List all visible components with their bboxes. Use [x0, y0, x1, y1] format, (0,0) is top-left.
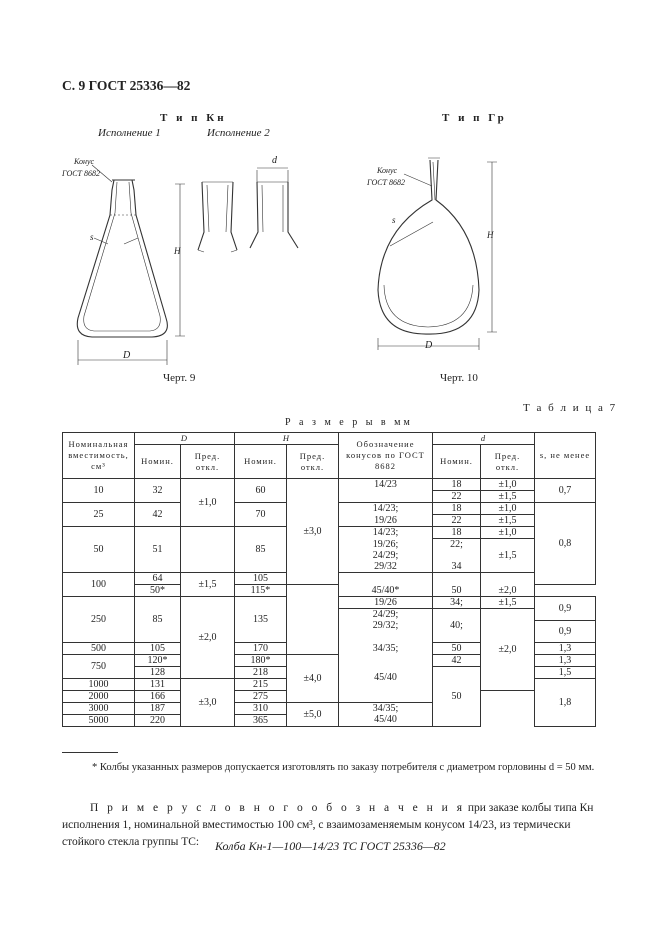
cell-cone: 14/23 — [339, 479, 433, 503]
cell-H: 180* — [235, 654, 287, 666]
cell-d-dev: ±1,0 — [481, 527, 535, 539]
cell-d: 42 — [433, 654, 481, 666]
dimensions-table — [62, 432, 596, 727]
cell-capacity: 250 — [63, 597, 135, 643]
cell-s: 1,3 — [535, 642, 596, 654]
cell-d: 18 — [433, 479, 481, 491]
header-H-dev: Пред. откл. — [287, 445, 339, 479]
cell-D: 220 — [135, 714, 181, 726]
table-row — [63, 597, 596, 609]
table-row — [63, 702, 596, 714]
cell-d: 34; — [433, 597, 481, 609]
cell-cone: 14/23; — [339, 503, 433, 515]
cell-cone: 19/26 — [339, 515, 433, 527]
header-D: D — [135, 433, 235, 445]
cell-d: 50 — [433, 642, 481, 654]
header-s: s, не менее — [535, 433, 596, 479]
dim-h-label-2: H — [487, 230, 494, 240]
header-row-1 — [63, 433, 596, 445]
cell-D: 105 — [135, 642, 181, 654]
cell-D: 187 — [135, 702, 181, 714]
cell-D: 64 — [135, 573, 181, 585]
cell-d-dev: ±2,0 — [481, 609, 535, 691]
cell-H-dev: ±4,0 — [287, 654, 339, 702]
cell-d-dev: ±2,0 — [481, 573, 535, 597]
header-capacity: Номинальная вместимость, см³ — [63, 433, 135, 479]
cell-cone: 34/35; — [339, 642, 433, 654]
cell-cone: 45/40 — [339, 714, 433, 726]
cell-H-dev: ±3,0 — [287, 479, 339, 585]
cell-H: 105 — [235, 573, 287, 585]
cell-cone: 19/26; — [339, 539, 433, 551]
cell-capacity: 10 — [63, 479, 135, 503]
cell-capacity: 25 — [63, 503, 135, 527]
example-lead: П р и м е р у с л о в н о г о о б о з н а ч е н и я — [90, 802, 465, 814]
dim-D-label-1: D — [123, 350, 131, 361]
cell-cone-blank — [339, 631, 433, 642]
cell-cone: 19/26 — [339, 597, 433, 609]
cell-capacity: 2000 — [63, 690, 135, 702]
cell-d-dev: ±1,5 — [481, 539, 535, 573]
cell-d-dev: ±1,0 — [481, 503, 535, 515]
example-text: при заказе колбы типа Кн исполнения 1, номинальной вместимостью 100 см³, с взаимозаменяемым конусом 14/23, из термически стойкого стекла группы ТС: — [62, 802, 594, 848]
dim-s-label-1: s — [90, 232, 94, 242]
cell-capacity: 3000 — [63, 702, 135, 714]
cell-capacity: 750 — [63, 654, 135, 678]
cell-H: 310 — [235, 702, 287, 714]
caption-fig9: Черт. 9 — [163, 372, 196, 384]
cell-D: 128 — [135, 666, 181, 678]
type-gr-title: Т и п Гр — [442, 112, 507, 124]
header-H: H — [235, 433, 339, 445]
example-formula: Колба Кн-1—100—14/23 ТС ГОСТ 25336—82 — [215, 839, 446, 853]
header-row-2 — [63, 445, 596, 479]
cell-d: 22 — [433, 491, 481, 503]
type-kn-title: Т и п Кн — [160, 112, 227, 124]
cell-capacity: 500 — [63, 642, 135, 654]
cell-capacity: 100 — [63, 573, 135, 597]
cell-H: 115* — [235, 585, 287, 597]
cell-H: 218 — [235, 666, 287, 678]
table-row — [63, 479, 596, 491]
dim-d-label: d — [272, 155, 277, 166]
cell-d: 40; — [433, 609, 481, 643]
cell-D-dev: ±3,0 — [181, 678, 235, 726]
cell-capacity: 5000 — [63, 714, 135, 726]
table-subtitle: Р а з м е р ы в мм — [285, 417, 413, 428]
cell-d-dev: ±1,0 — [481, 479, 535, 491]
cell-d-dev: ±1,5 — [481, 515, 535, 527]
cell-d: 34 — [433, 561, 481, 573]
gost-label-1: ГОСТ 8682 — [62, 169, 101, 178]
cell-H: 85 — [235, 527, 287, 573]
cell-s: 0,8 — [535, 503, 596, 585]
cell-d: 18 — [433, 503, 481, 515]
dim-s-label-2: s — [392, 215, 396, 225]
cell-D: 131 — [135, 678, 181, 690]
cell-cone: 14/23; — [339, 527, 433, 539]
cell-cone: 45/40* — [339, 573, 433, 597]
neck-variant1-drawing — [198, 182, 237, 252]
cell-cone: 24/29; — [339, 609, 433, 621]
header-H-nom: Номин. — [235, 445, 287, 479]
cell-D: 32 — [135, 479, 181, 503]
variant2-label: Исполнение 2 — [207, 127, 270, 139]
cell-capacity: 1000 — [63, 678, 135, 690]
cell-d: 22 — [433, 515, 481, 527]
cell-s: 1,5 — [535, 666, 596, 678]
cone-label-1: Конус — [74, 157, 95, 166]
cell-H-dev: ±5,0 — [287, 702, 339, 726]
cell-D: 42 — [135, 503, 181, 527]
cell-D-dev-blank — [181, 527, 235, 573]
cell-d-dev: ±1,5 — [481, 491, 535, 503]
cell-d-dev: ±1,5 — [481, 597, 535, 609]
header-D-dev: Пред. откл. — [181, 445, 235, 479]
cell-D: 85 — [135, 597, 181, 643]
cell-H: 135 — [235, 597, 287, 643]
page-header: С. 9 ГОСТ 25336—82 — [62, 78, 191, 93]
cell-capacity: 50 — [63, 527, 135, 573]
cell-H: 365 — [235, 714, 287, 726]
header-cone: Обозначение конусов по ГОСТ 8682 — [339, 433, 433, 479]
cell-H: 70 — [235, 503, 287, 527]
cell-s: 0,7 — [535, 479, 596, 503]
table-label: Т а б л и ц а 7 — [523, 402, 618, 414]
cell-H: 215 — [235, 678, 287, 690]
cell-s: 1,8 — [535, 678, 596, 726]
gost-label-2: ГОСТ 8682 — [367, 178, 406, 187]
cell-d: 50 — [433, 573, 481, 597]
cell-H: 275 — [235, 690, 287, 702]
cell-D: 50* — [135, 585, 181, 597]
cell-d: 22; — [433, 539, 481, 551]
conical-flask-drawing — [77, 165, 185, 365]
flask-drawings — [0, 0, 661, 400]
cell-H-dev-blank — [287, 597, 339, 643]
cell-D: 51 — [135, 527, 181, 573]
neck-variant2-drawing — [250, 168, 298, 248]
cell-D-dev: ±2,0 — [181, 597, 235, 679]
footnote-divider — [62, 752, 118, 753]
caption-fig10: Черт. 10 — [440, 372, 478, 384]
cell-s: 0,9 — [535, 620, 596, 642]
cell-H: 60 — [235, 479, 287, 503]
dim-h-label-1: H — [174, 246, 181, 256]
cell-cone: 29/32; — [339, 620, 433, 631]
cell-cone: 29/32 — [339, 561, 433, 573]
cone-label-2: Конус — [377, 166, 398, 175]
round-flask-drawing — [378, 158, 497, 350]
cell-D: 120* — [135, 654, 181, 666]
cell-cone: 45/40 — [339, 654, 433, 702]
cell-D-dev: ±1,5 — [181, 573, 235, 597]
cell-H: 170 — [235, 642, 287, 654]
cell-cone: 34/35; — [339, 702, 433, 714]
dim-D-label-2: D — [425, 340, 433, 351]
cell-d-blank — [433, 550, 481, 561]
cell-s: 1,3 — [535, 654, 596, 666]
header-d-nom: Номин. — [433, 445, 481, 479]
cell-d: 50 — [433, 666, 481, 726]
header-d: d — [433, 433, 535, 445]
cell-cone: 24/29; — [339, 550, 433, 561]
cell-D: 166 — [135, 690, 181, 702]
cell-H-dev-blank — [287, 642, 339, 654]
cell-D-dev: ±1,0 — [181, 479, 235, 527]
header-d-dev: Пред. откл. — [481, 445, 535, 479]
header-D-nom: Номин. — [135, 445, 181, 479]
footnote: * Колбы указанных размеров допускается изготовлять по заказу потребителя с диаметром горловины d = 50 мм. — [92, 762, 595, 773]
cell-s: 0,9 — [535, 597, 596, 621]
variant1-label: Исполнение 1 — [98, 127, 161, 139]
cell-d: 18 — [433, 527, 481, 539]
